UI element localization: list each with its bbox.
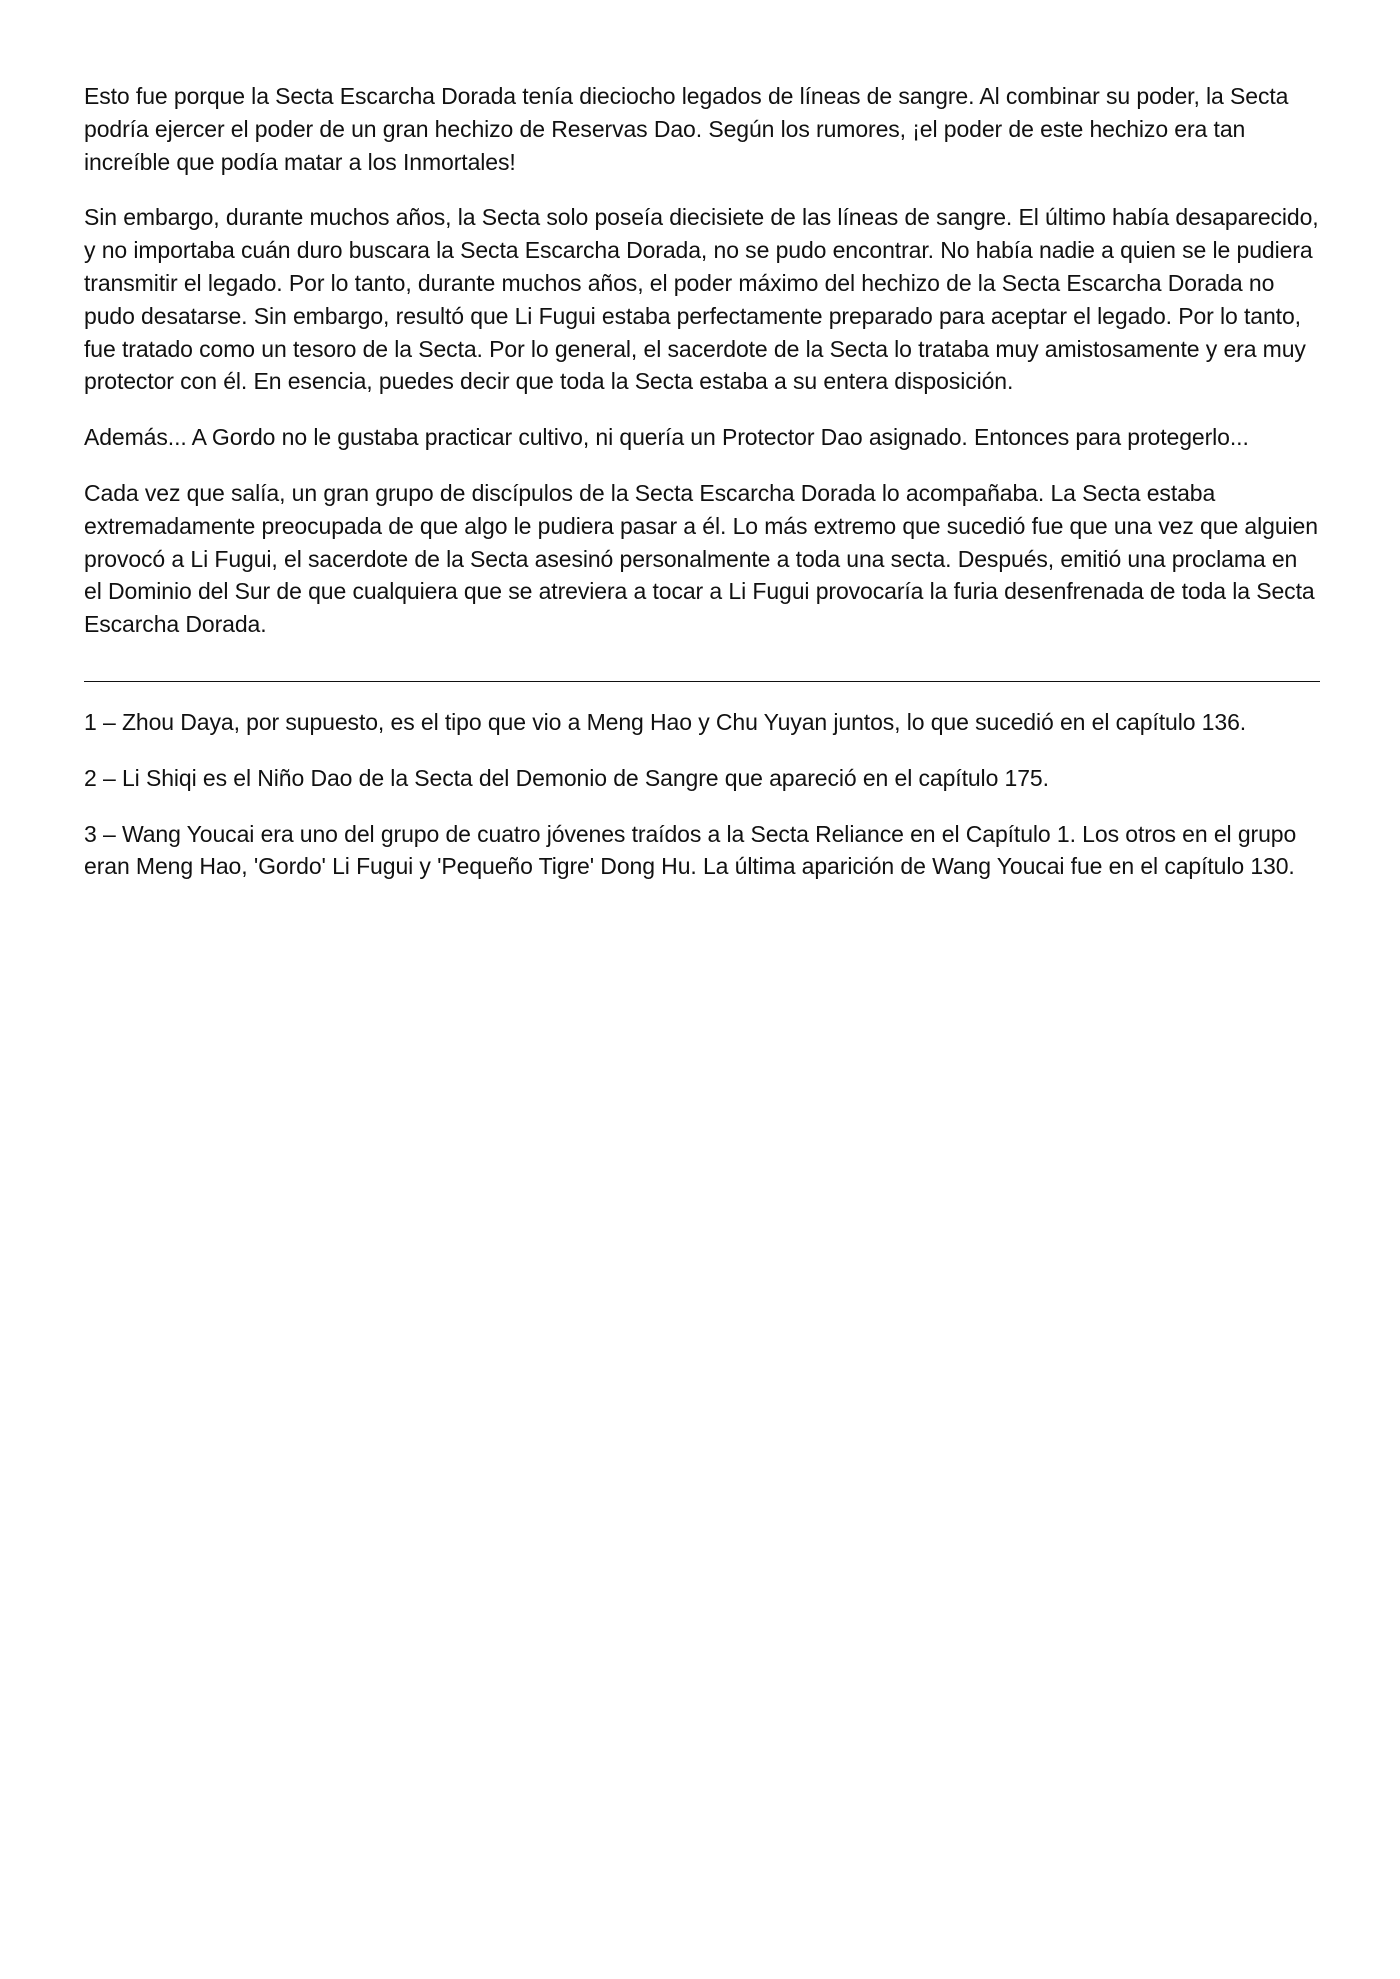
footnote: 2 – Li Shiqi es el Niño Dao de la Secta del Demonio de Sangre que apareció en el capítulo 175.	[84, 764, 1049, 791]
footnote: 3 – Wang Youcai era uno del grupo de cuatro jóvenes traídos a la Secta Reliance en el Capítulo 1. Los otros en el grupo eran Meng Hao, 'Gordo' Li Fugui y 'Pequeño Tigre' Dong Hu. La última aparición de Wang Youcai fue en el capítulo 130.	[84, 820, 1297, 880]
footnotes	[84, 706, 1320, 883]
footnote: 1 – Zhou Daya, por supuesto, es el tipo que vio a Meng Hao y Chu Yuyan juntos, lo que sucedió en el capítulo 136.	[84, 708, 1247, 735]
paragraph: Esto fue porque la Secta Escarcha Dorada tenía dieciocho legados de líneas de sangre. Al combinar su poder, la Secta podría ejercer el poder de un gran hechizo de Reservas Dao. Según los rumores, ¡el poder de este hechizo era tan increíble que podía matar a los Inmortales!	[84, 83, 1289, 175]
footnote-divider	[84, 681, 1320, 682]
paragraph: Cada vez que salía, un gran grupo de discípulos de la Secta Escarcha Dorada lo acompañaba. La Secta estaba extremadamente preocupada de que algo le pudiera pasar a él. Lo más extremo que sucedió fue que una vez que alguien provocó a Li Fugui, el sacerdote de la Secta asesinó personalmente a toda una secta. Después, emitió una proclama en el Dominio del Sur de que cualquiera que se atreviera a tocar a Li Fugui provocaría la furia desenfrenada de toda la Secta Escarcha Dorada.	[84, 479, 1318, 638]
body-text	[84, 80, 1320, 641]
paragraph: Sin embargo, durante muchos años, la Secta solo poseía diecisiete de las líneas de sangre. El último había desaparecido, y no importaba cuán duro buscara la Secta Escarcha Dorada, no se pudo encontrar. No había nadie a quien se le pudiera transmitir el legado. Por lo tanto, durante muchos años, el poder máximo del hechizo de la Secta Escarcha Dorada no pudo desatarse. Sin embargo, resultó que Li Fugui estaba perfectamente preparado para aceptar el legado. Por lo tanto, fue tratado como un tesoro de la Secta. Por lo general, el sacerdote de la Secta lo trataba muy amistosamente y era muy protector con él. En esencia, puedes decir que toda la Secta estaba a su entera disposición.	[84, 204, 1319, 395]
paragraph: Además... A Gordo no le gustaba practicar cultivo, ni quería un Protector Dao asignado. Entonces para protegerlo...	[84, 424, 1249, 451]
document-page	[84, 80, 1320, 906]
